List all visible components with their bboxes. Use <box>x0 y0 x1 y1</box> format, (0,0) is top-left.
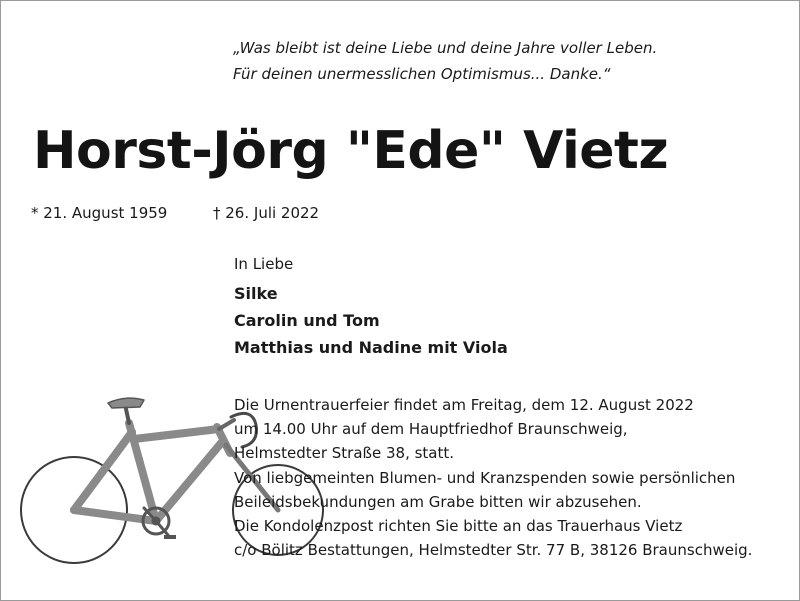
quote-line: „Was bleibt ist deine Liebe und deine Jahre voller Leben. <box>233 39 658 57</box>
notice-line: Die Kondolenzpost richten Sie bitte an das Trauerhaus Vietz <box>234 517 683 536</box>
in-liebe-label: In Liebe <box>234 255 294 273</box>
death-date: † 26. Juli 2022 <box>213 204 320 222</box>
birth-date: * 21. August 1959 <box>31 204 168 222</box>
family-member: Silke <box>234 284 278 303</box>
notice-line: Von liebgemeinten Blumen- und Kranzspenden sowie persönlichen <box>234 468 736 487</box>
family-block <box>234 252 508 361</box>
funeral-notice <box>234 393 752 562</box>
notice-line: c/o Bölitz Bestattungen, Helmstedter Str. 77 B, 38126 Braunschweig. <box>234 541 753 560</box>
notice-line: Beileidsbekundungen am Grabe bitten wir abzusehen. <box>234 492 642 511</box>
family-member: Matthias und Nadine mit Viola <box>234 338 508 357</box>
notice-line: um 14.00 Uhr auf dem Hauptfriedhof Braunschweig, <box>234 420 628 439</box>
memorial-quote <box>233 35 657 87</box>
deceased-name: Horst-Jörg "Ede" Vietz <box>33 121 669 181</box>
notice-line: Die Urnentrauerfeier findet am Freitag, dem 12. August 2022 <box>234 396 694 414</box>
quote-line: Für deinen unermesslichen Optimismus... Danke.“ <box>233 65 611 83</box>
notice-line: Helmstedter Straße 38, statt. <box>234 444 455 463</box>
family-member: Carolin und Tom <box>234 311 380 330</box>
